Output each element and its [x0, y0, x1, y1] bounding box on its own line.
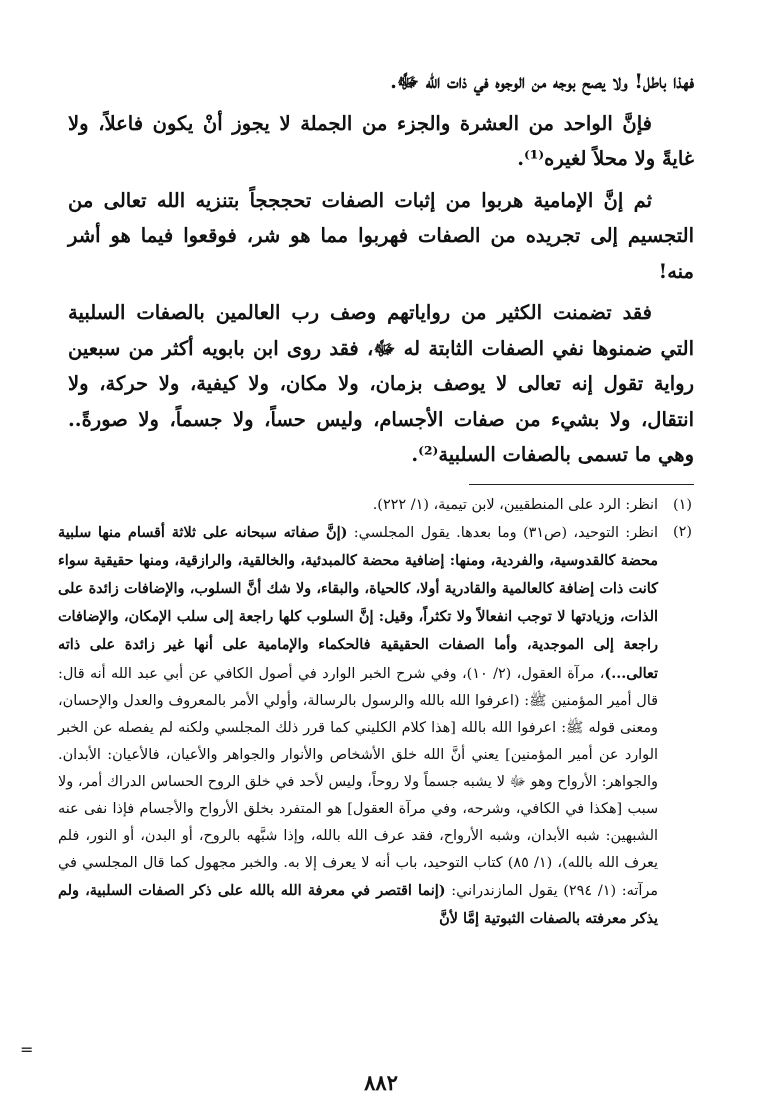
footnote-2-number: (٢): [673, 524, 692, 541]
page-body: [68, 64, 694, 479]
main-text: [68, 64, 694, 473]
main-paragraph-2: فإنَّ الواحد من العشرة والجزء من الجملة لا يجوز أنْ يكون فاعلاً، ولا غايةً ولا محلاً لغيره⁽¹⁾.: [68, 111, 694, 170]
footnote-1-text: انظر: الرد على المنطقيين، لابن تيمية، (١/ ٢٢٢).: [372, 497, 658, 513]
main-paragraph-1: فهذا باطل! ولا يصح بوجه من الوجوه في ذات الله ﷻ.: [390, 70, 694, 93]
footnote-2-quote-majlisi: (إنَّ صفاته سبحانه على ثلاثة أقسام منها سلبية محضة كالقدوسية، والفردية، ومنها: إضافية محضة كالمبدئية، والخالقية، والرازقية، ومنها حقيقية سواء كانت ذات إضافة كالعالمية والقادرية أولا، كالحياة، والبقاء، ولا شك أنَّ السلوب، والإضافات زائدة على الذات، وزيادتها لا توجب انفعالاً ولا تكثراً، وقيل: إنَّ السلوب كلها راجعة إلى سلب الإمكان، والإضافات راجعة إلى الموجدية، وأما الصفات الحقيقية فالحكماء والإمامية على أنها غير زائدة على ذاته تعالى...): [58, 524, 658, 682]
footnote-divider: [469, 484, 694, 485]
footnote-1-number: (١): [673, 497, 692, 513]
footnote-2-commentary: ، مرآة العقول، (٢/ ١٠)، وفي شرح الخبر الوارد في أصول الكافي عن أبي عبد الله أنه قال: قال أمير المؤمنين ﷺ: (اعرفوا الله بالله والرسول بالرسالة، وأولي الأمر بالمعروف والعدل والإحسان، ومعنى قوله ﷺ: اعرفوا الله بالله [هذا كلام الكليني كما قرر ذلك المجلسي ولكنه لم يفصله عن الخبر الوارد عن أمير المؤمنين] يعني أنَّ الله خلق الأشخاص والأنوار والجواهر والأعيان، فالأعيان: الأبدان. والجواهر: الأرواح وهو ﷻ لا يشبه جسماً ولا روحاً، وليس لأحد في خلق الروح الحساس الدراك أمر، ولا سبب [هكذا في الكافي، وشرحه، وفي مرآة العقول] هو المتفرد بخلق الأرواح والأجسام فإذا نفى عنه الشبهين: شبه الأبدان، وشبه الأرواح، فقد عرف الله بالله، وإذا شبَّهه بالروح، أو البدن، أو النور، فلم يعرف الله بالله)، (١/ ٨٥) كتاب التوحيد، باب أنه لا يعرف إلا به. والخبر مجهول كما قال المجلسي في مرآته: (١/ ٢٩٤) يقول المازندراني:: [58, 665, 658, 900]
footnote-2: [58, 519, 692, 933]
continuation-mark: =: [20, 1040, 34, 1059]
page-number: ٨٨٢: [364, 1070, 398, 1095]
main-paragraph-4: فقد تضمنت الكثير من رواياتهم وصف رب العالمين بالصفات السلبية التي ضمنوها نفي الصفات الثابتة له ﷻ، فقد روى ابن بابويه أكثر من سبعين رواية تقول إنه تعالى لا يوصف بزمان، ولا مكان، ولا كيفية، ولا حركة، ولا انتقال، ولا بشيء من صفات الأجسام، وليس حساً، ولا جسماً، ولا صورةً.. وهي ما تسمى بالصفات السلبية⁽²⁾.: [68, 301, 694, 466]
footnote-1: [58, 492, 692, 519]
footnote-2-intro: انظر: التوحيد، (ص٣١) وما بعدها. يقول المجلسي:: [347, 525, 658, 542]
footnote-2-body: [58, 519, 658, 933]
footnote-2-quote-mazandarani: (إنما اقتصر في معرفة الله بالله على ذكر الصفات السلبية، ولم يذكر معرفته بالصفات الثبوتية إمَّا لأنَّ: [58, 882, 658, 928]
main-paragraph-3: ثم إنَّ الإمامية هربوا من إثبات الصفات تحجججاً بتنزيه الله تعالى من التجسيم إلى تجريده من الصفات فهربوا مما هو شر، فوقعوا فيما هو أشر منه!: [68, 188, 694, 283]
footnotes: [58, 492, 692, 934]
